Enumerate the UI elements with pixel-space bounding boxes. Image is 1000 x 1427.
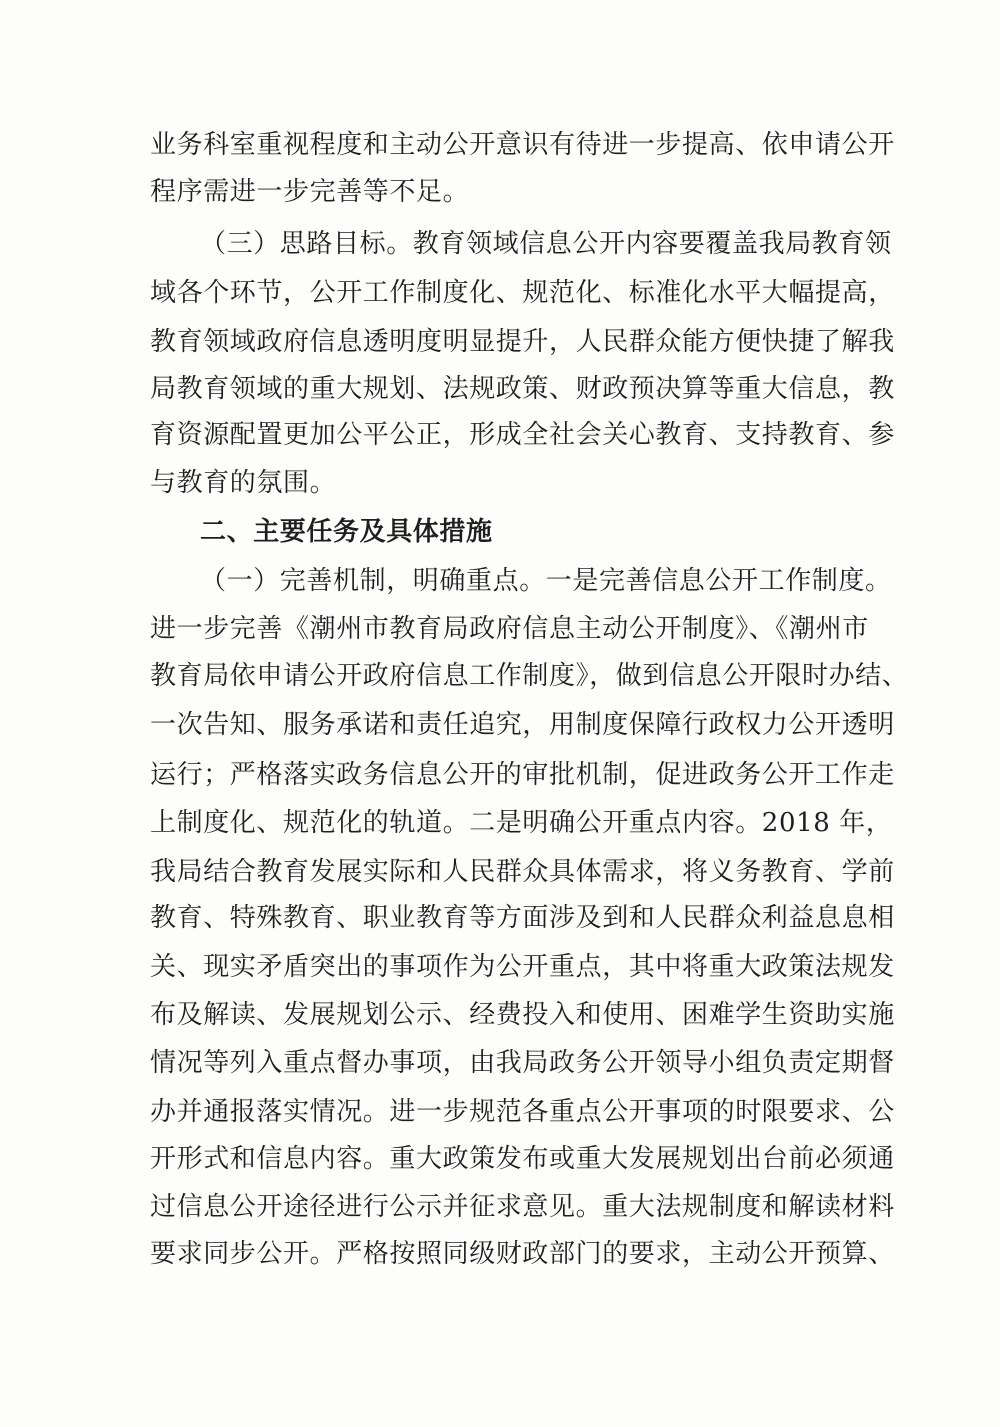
text-line-20: 情况等列入重点督办事项，由我局政务公开领导小组负责定期督 [150, 1048, 895, 1078]
text-line-3: （三）思路目标。教育领域信息公开内容要覆盖我局教育领 [200, 229, 892, 259]
text-line-12: 教育局依申请公开政府信息工作制度》，做到信息公开限时办结、 [150, 661, 909, 691]
text-line-10: （一）完善机制，明确重点。一是完善信息公开工作制度。 [200, 566, 892, 596]
text-line-14: 运行；严格落实政务信息公开的审批机制，促进政务公开工作走 [150, 760, 895, 790]
text-line-19: 布及解读、发展规划公示、经费投入和使用、困难学生资助实施 [150, 1000, 895, 1030]
text-line-23: 过信息公开途径进行公示并征求意见。重大法规制度和解读材料 [150, 1192, 895, 1222]
text-line-16: 我局结合教育发展实际和人民群众具体需求，将义务教育、学前 [150, 857, 895, 887]
text-line-17: 教育、特殊教育、职业教育等方面涉及到和人民群众利益息息相 [150, 903, 895, 933]
text-line-2: 程序需进一步完善等不足。 [150, 177, 470, 207]
section-heading: 二、主要任务及具体措施 [200, 517, 493, 547]
text-line-24: 要求同步公开。严格按照同级财政部门的要求，主动公开预算、 [150, 1239, 895, 1269]
text-line-6: 局教育领域的重大规划、法规政策、财政预决算等重大信息，教 [150, 374, 895, 404]
text-line-8: 与教育的氛围。 [150, 468, 337, 498]
text-line-1: 业务科室重视程度和主动公开意识有待进一步提高、依申请公开 [150, 130, 895, 160]
text-line-21: 办并通报落实情况。进一步规范各重点公开事项的时限要求、公 [150, 1097, 895, 1127]
text-line-18: 关、现实矛盾突出的事项作为公开重点，其中将重大政策法规发 [150, 952, 895, 982]
text-line-15: 上制度化、规范化的轨道。二是明确公开重点内容。2018 年， [150, 808, 893, 838]
text-line-4: 域各个环节，公开工作制度化、规范化、标准化水平大幅提高， [150, 278, 895, 308]
text-line-7: 育资源配置更加公平公正，形成全社会关心教育、支持教育、参 [150, 420, 895, 450]
text-line-5: 教育领域政府信息透明度明显提升，人民群众能方便快捷了解我 [150, 327, 895, 357]
text-line-11: 进一步完善《潮州市教育局政府信息主动公开制度》、《潮州市 [150, 614, 869, 644]
text-line-13: 一次告知、服务承诺和责任追究，用制度保障行政权力公开透明 [150, 710, 895, 740]
text-line-22: 开形式和信息内容。重大政策发布或重大发展规划出台前必须通 [150, 1144, 895, 1174]
